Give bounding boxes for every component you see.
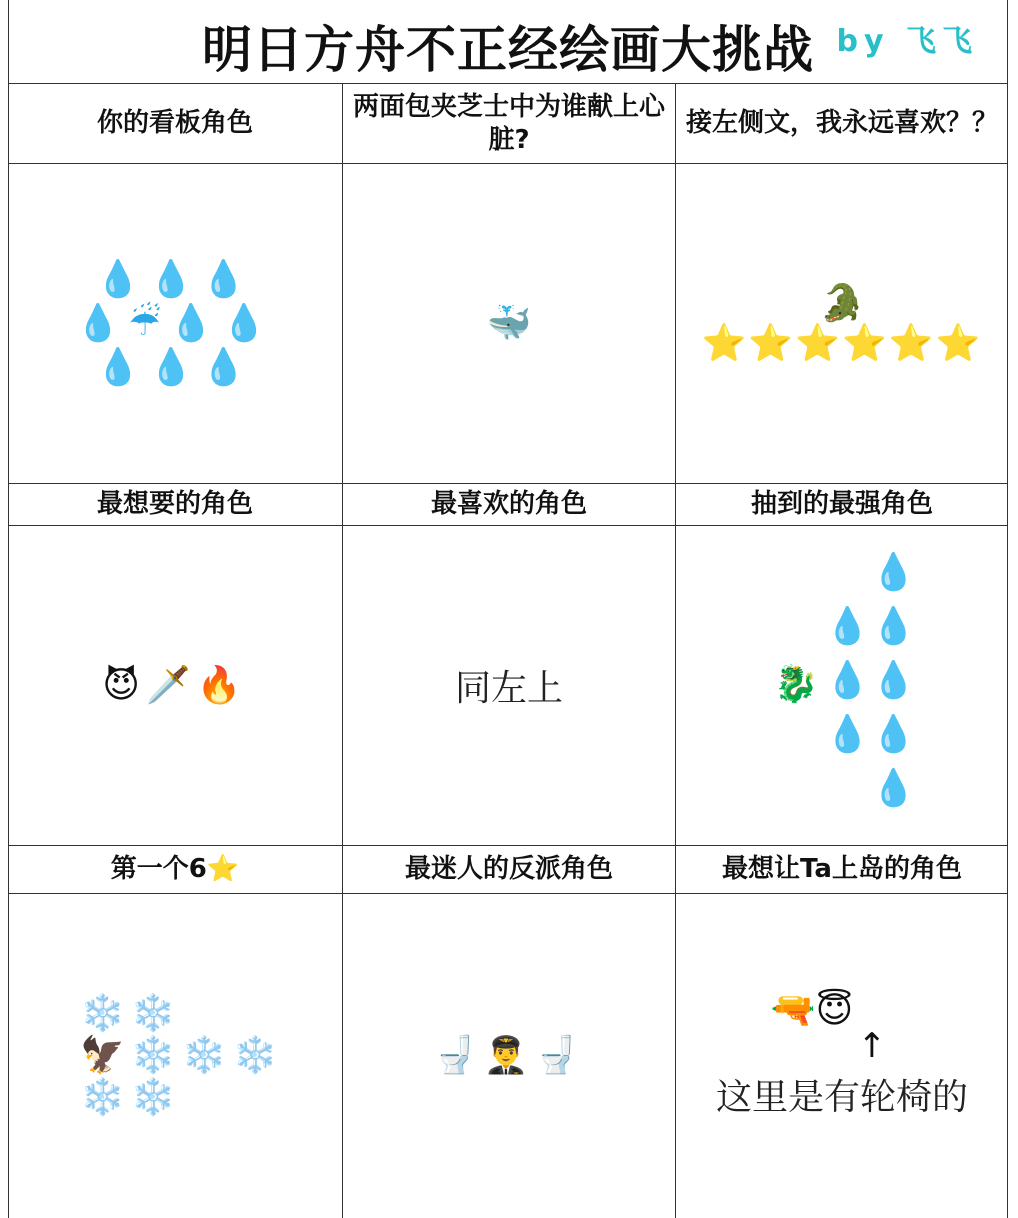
header-row-1 <box>8 84 1008 164</box>
header-sandwich-heart: 两面包夹芝士中为谁献上心脏? <box>342 84 675 163</box>
header-strongest-pulled: 抽到的最强角色 <box>675 484 1008 525</box>
droplet-icon: 💧💧💧 <box>95 258 255 300</box>
header-first-six-star: 第一个6⭐ <box>110 854 240 885</box>
crocodile-icon: 🐊 <box>819 282 865 324</box>
header-favorite-board-character: 你的看板角色 <box>96 108 253 139</box>
header-charming-villain: 最迷人的反派角色 <box>342 846 675 893</box>
header-row-2 <box>8 484 1008 526</box>
droplet-icon: 💧💧💧 <box>826 604 868 767</box>
droplet-icon: 💧💧💧💧💧 <box>872 550 914 821</box>
header-most-liked: 最喜欢的角色 <box>342 484 675 525</box>
cell-bring-to-island <box>675 894 1008 1218</box>
author-byline: by 飞飞 <box>836 24 978 59</box>
header-bring-to-island: 最想让Ta上岛的角色 <box>675 846 1008 893</box>
star-icon: ⭐⭐⭐⭐⭐⭐ <box>701 322 983 364</box>
cell-sandwich-heart <box>342 164 675 483</box>
toilet-pilot-icons: 🚽👨‍✈️🚽 <box>432 1035 586 1076</box>
content-row-3 <box>8 894 1008 1218</box>
droplet-icon: 💧💧💧 <box>95 346 255 388</box>
snowflake-icon: ❄️❄️ <box>80 993 182 1034</box>
eagle-icon: 🦅❄️❄️❄️ <box>80 1035 284 1076</box>
cell-forever-love <box>675 164 1008 483</box>
wheelchair-note-text: 这里是有轮椅的 <box>715 1076 968 1118</box>
cell-most-wanted <box>8 526 342 845</box>
title-row <box>8 0 1008 84</box>
umbrella-icon: 💧☔💧💧 <box>75 302 275 344</box>
dragon-icon: 🐉 <box>773 664 819 706</box>
snowflake-icon: ❄️❄️ <box>80 1077 182 1118</box>
devil-dagger-fire-icons: 😈🗡️🔥 <box>102 664 248 706</box>
cell-board-character <box>8 164 342 483</box>
page-title: 明日方舟不正经绘画大挑战 <box>202 21 814 79</box>
cell-charming-villain <box>342 894 675 1218</box>
header-forever-love: 接左侧文，我永远喜欢？？ <box>675 84 1008 163</box>
arrow-up-icon: ↑ <box>857 1025 887 1066</box>
header-row-3 <box>8 846 1008 894</box>
cell-first-six-star <box>8 894 342 1218</box>
cell-strongest-pulled <box>675 526 1008 845</box>
cell-most-liked <box>342 526 675 845</box>
content-row-1 <box>8 164 1008 484</box>
content-row-2 <box>8 526 1008 846</box>
water-pistol-angel-icons: 🔫😇 <box>770 989 854 1031</box>
same-as-top-left-text: 同左上 <box>454 668 563 709</box>
header-most-wanted: 最想要的角色 <box>96 489 253 520</box>
whale-icon: 🐳 <box>486 302 532 344</box>
